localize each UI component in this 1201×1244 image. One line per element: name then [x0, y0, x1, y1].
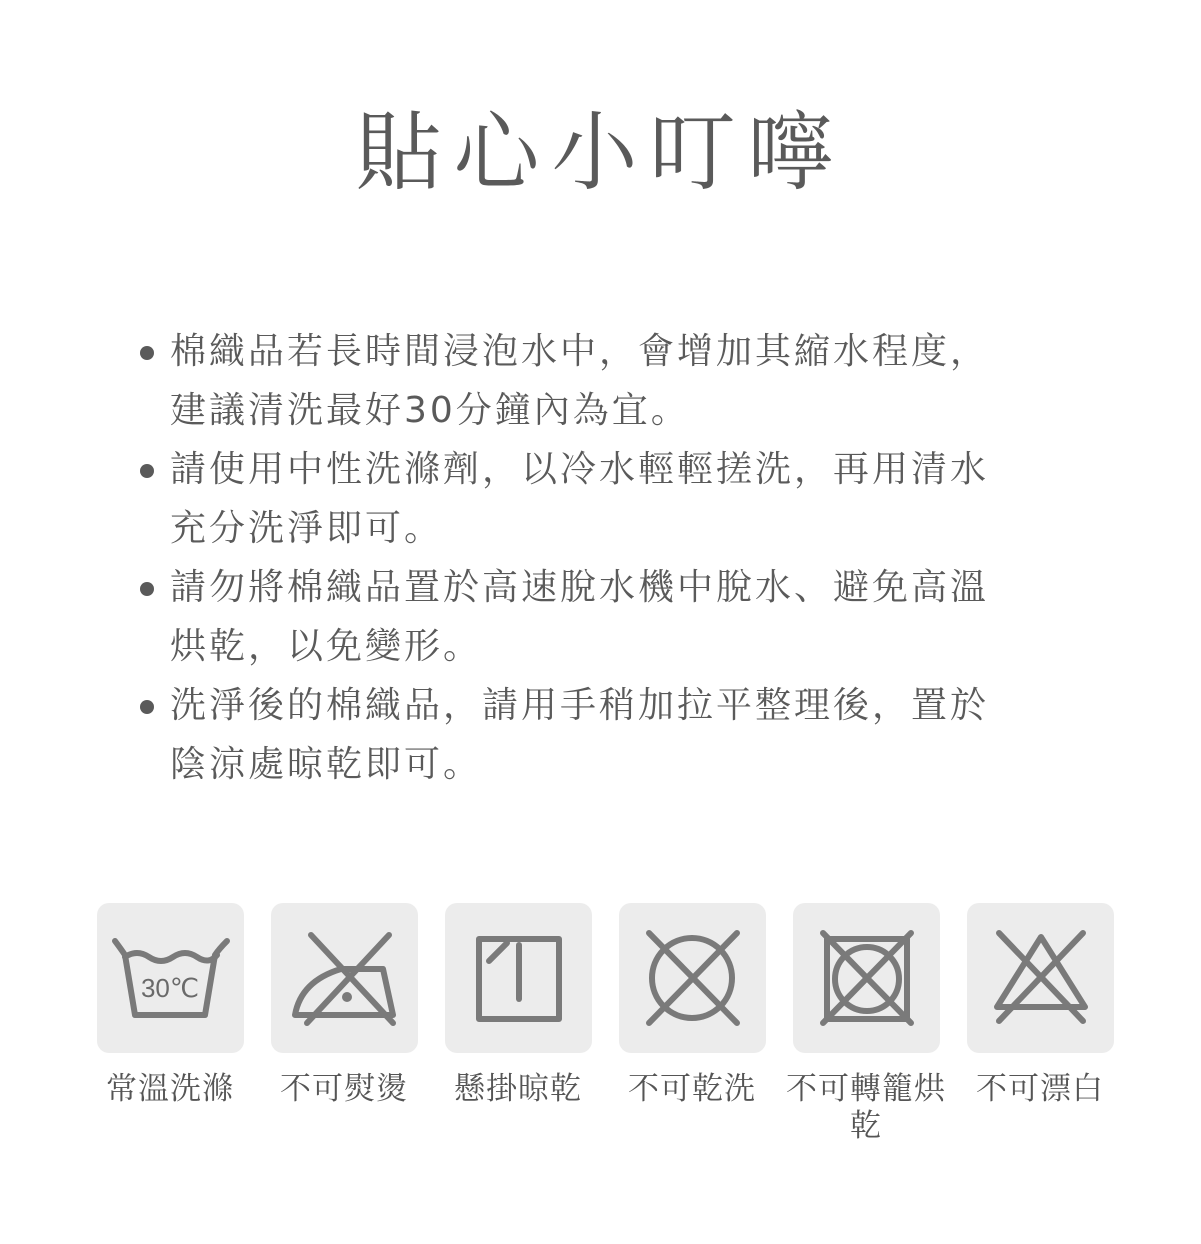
- tip-text: 洗淨後的棉織品，請用手稍加拉平整理後，置於陰涼處晾乾即可。: [170, 685, 990, 785]
- care-label: 常溫洗滌: [106, 1071, 234, 1107]
- tip-text: 請使用中性洗滌劑，以冷水輕輕搓洗，再用清水充分洗淨即可。: [170, 449, 990, 549]
- line-dry-icon: [445, 903, 592, 1053]
- care-item-bleach: [967, 903, 1114, 1108]
- care-symbols: [97, 903, 1117, 1163]
- care-label: 不可熨燙: [280, 1071, 408, 1107]
- do-not-bleach-icon: [967, 903, 1114, 1053]
- care-item-tumble-dry: [786, 903, 946, 1145]
- tip-item: [140, 440, 1020, 558]
- washing-temperature: 30℃: [140, 973, 200, 1003]
- care-label: 不可轉籠烘乾: [786, 1071, 946, 1144]
- bullet-dot-icon: [140, 464, 154, 478]
- care-item-wash: [97, 903, 244, 1108]
- tip-item: [140, 322, 1020, 440]
- tip-item: [140, 676, 1020, 794]
- care-item-line-dry: [445, 903, 592, 1108]
- do-not-tumble-dry-icon: [793, 903, 940, 1053]
- bullet-dot-icon: [140, 700, 154, 714]
- bullet-dot-icon: [140, 346, 154, 360]
- care-tips-list: [140, 322, 1020, 794]
- bullet-dot-icon: [140, 582, 154, 596]
- tip-item: [140, 558, 1020, 676]
- care-item-dry-clean: [619, 903, 766, 1108]
- tip-text: 請勿將棉織品置於高速脫水機中脫水、避免高溫烘乾，以免變形。: [170, 567, 990, 667]
- washing-30c-icon: [97, 903, 244, 1053]
- tip-text: 棉織品若長時間浸泡水中，會增加其縮水程度，建議清洗最好30分鐘內為宜。: [170, 331, 990, 431]
- page-title: 貼心小叮嚀: [355, 103, 846, 203]
- do-not-dry-clean-icon: [619, 903, 766, 1053]
- do-not-iron-icon: [271, 903, 418, 1053]
- care-label: 不可乾洗: [628, 1071, 756, 1107]
- care-label: 不可漂白: [976, 1071, 1104, 1107]
- care-item-iron: [271, 903, 418, 1108]
- care-label: 懸掛晾乾: [454, 1071, 582, 1107]
